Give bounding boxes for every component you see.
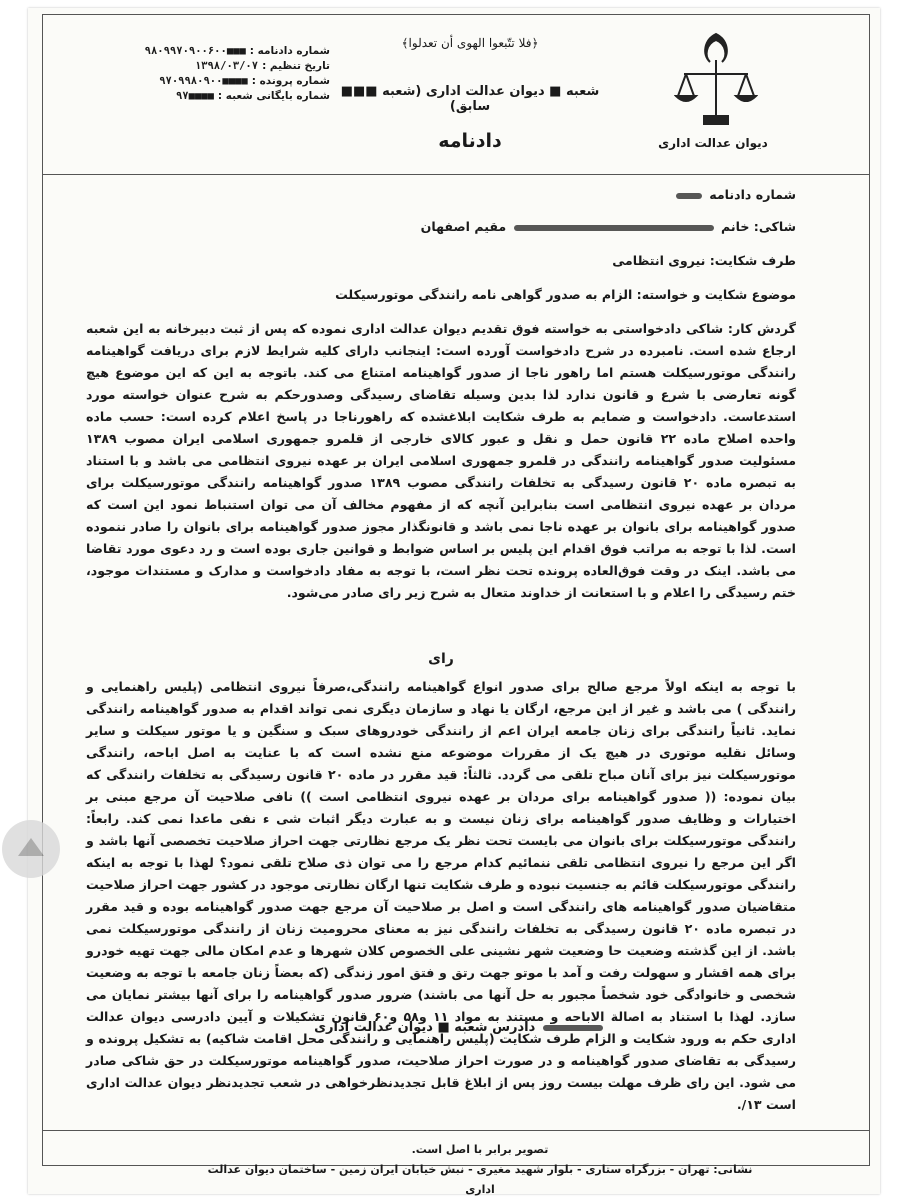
verdict-number-field xyxy=(86,180,796,210)
certified-copy-note: تصویر برابر با اصل است. xyxy=(411,1143,549,1156)
emblem-caption: دیوان عدالت اداری xyxy=(658,136,768,150)
meta-verdict-number xyxy=(90,44,330,59)
meta-value: ۹۷■■■■ xyxy=(175,90,214,102)
page-footer xyxy=(200,1140,760,1200)
document-title: دادنامه xyxy=(438,130,502,152)
arrow-up-icon xyxy=(18,838,44,856)
header-center xyxy=(320,36,620,152)
judge-signature xyxy=(310,1020,610,1035)
meta-label: شماره دادنامه : xyxy=(249,45,330,57)
field-label: شماره دادنامه xyxy=(709,187,796,202)
meta-value: ۹۸۰۹۹۷۰۹۰۰۶۰۰■■■ xyxy=(144,45,246,57)
meta-label: تاریخ تنظیم : xyxy=(262,60,330,72)
verdict-heading: رای xyxy=(428,651,454,667)
meta-value: ۹۷۰۹۹۸۰۹۰۰■■■■ xyxy=(159,75,248,87)
signature-text: دادرس شعبه ■ دیوان عدالت اداری xyxy=(314,1020,536,1035)
meta-label: شماره پرونده : xyxy=(251,75,330,87)
redaction-mark xyxy=(676,193,702,199)
redaction-mark xyxy=(543,1025,603,1031)
meta-issue-date xyxy=(90,59,330,74)
header-divider xyxy=(42,174,870,175)
verdict-paragraph: با توجه به اینکه اولاً مرجع صالح برای صدور انواع گواهینامه رانندگی،صرفاً نیروی انتظامی (پلیس راهنمایی و رانندگی ) می باشد و غیر از این مرجع، ارگان یا نهاد و سازمان دیگری نمی تواند اقدام به صدور گواهینامه رانندگی نماید. ثانیاً رانندگی برای زنان جامعه ایران اعم از رانندگی خودروهای سبک و سنگین و یا موتور سیکلت و سایر وسائل نقلیه موتوری در هیچ یک از مقررات موضوعه منع نشده است که با عنایت به اصل اباحه، رانندگی موتورسیکلت نیز برای آنان مباح تلقی می گردد. ثالثاً: قید مقرر در ماده ۲۰ قانون رسیدگی به تخلفات رانندگی که بیان نموده: (( صدور گواهینامه برای مردان بر عهده نیروی انتظامی است )) نافی صلاحیت آن مرجع مبنی بر اختیارات و وظایف صدور گواهینامه برای زنان نیست و به عبارت دیگر اثبات شی ء نفی ماعدا نمی کند. رابعاً: رانندگی موتورسیکلت برای بانوان می بایست تحت نظر یک مرجع نظارتی جهت احراز صلاحیت تخصصی آنها باشد و اگر این مرجع را نیروی انتظامی تلقی ننمائیم کدام مرجع را می توان ذی صلاح تلقی نمود؟ لهذا با توجه به اینکه رانندگی موتورسیکلت قائم به جنسیت نبوده و طرف شکایت تنها ارگان نظارتی موجود در کشور جهت احراز صلاحیت متقاضیان صدور گواهینامه های رانندگی است و اصل بر صلاحیت آن مرجع جهت صدور گواهینامه بوده و قید مقرر در تبصره ماده ۲۰ قانون رسیدگی به تخلفات رانندگی نیز به معنای محرومیت زنان از رانندگی موتورسیکلت نمی باشد. از این گذشته وضعیت حا وضعیت شهر نشینی علی الخصوص کلان شهرها و عدم امکان مالی جهت تهیه خودرو برای همه اقشار و سهولت رفت و آمد با موتو جهت رتق و فتق امور زندگی (که بعضاً زنان جامعه با توجه به وضعیت شخصی و خانوادگی خود شخصاً مجبور به حل آنها می باشند) ضرور صدور گواهینامه را برای آنها بیشتر نمایان می سازد. لهذا با استناد به اصالة الاباحه و مستند به مواد ۱۱ و۵۸ و۶۰ قانون تشکیلات و آیین دادرسی دیوان عدالت اداری حکم به ورود شکایت و الزام طرف شکایت (پلیس راهنمایی و رانندگی محل اقامت شاکیه) به تشکیل پرونده و رسیدگی به تقاضای صدور گواهینامه و در صورت احراز صلاحیت، صدور گواهینامه موتورسیکلت در حق شاکی صادر می شود. این رای ظرف مهلت بیست روز پس از ابلاغ قابل تجدیدنظرخواهی در شعب تجدیدنظر دیوان عدالت اداری است ۱۳/. xyxy=(86,679,797,1112)
judiciary-emblem-icon xyxy=(674,30,758,130)
quran-verse: ﴿فلا تتّبعوا الهوی أن تعدلوا﴾ xyxy=(401,36,539,50)
plaintiff-field xyxy=(86,210,796,244)
scroll-to-top-button[interactable] xyxy=(2,820,60,878)
field-label: شاکی: خانم xyxy=(720,219,796,234)
footer-divider xyxy=(42,1130,870,1131)
document-body xyxy=(86,180,796,1116)
defendant-field: طرف شکایت: نیروی انتظامی xyxy=(612,253,796,268)
meta-value: ۱۳۹۸/۰۳/۰۷ xyxy=(194,60,259,72)
redaction-mark xyxy=(514,225,714,231)
proceedings-paragraph: گردش کار: شاکی دادخواستی به خواسته فوق تقدیم دیوان عدالت اداری نموده که پس از ثبت دبیرخانه به این شعبه ارجاع شده است. نامبرده در شرح دادخواست آورده است: اینجانب دارای کلیه شرایط لازم برای دریافت گواهینامه رانندگی موتورسیکلت هستم اما راهور ناجا از صدور گواهینامه امتناع می کند. باتوجه به این که این موضوع هیچ گونه تعارضی با شرع و قانون ندارد لذا بدین وسیله تقاضای رسیدگی وصدورحکم به شرح عنوان خواسته مورد استدعاست. دادخواست و ضمایم به طرف شکایت ابلاغشده که راهورناجا در پاسخ اعلام کرده است: حسب ماده واحده اصلاح ماده ۲۲ قانون حمل و نقل و عبور کالای خارجی از قلمرو جمهوری اسلامی ایران مصوب ۱۳۸۹ مسئولیت صدور گواهینامه رانندگی در قلمرو جمهوری اسلامی ایران بر عهده نیروی انتظامی می باشد و با استناد به تبصره ماده ۲۰ قانون رسیدگی به تخلفات رانندگی مصوب ۱۳۸۹ صدور گواهینامه رانندگی موتورسیکلت برای مردان بر عهده نیروی انتظامی است بنابراین آنچه که از مفهوم مخالف آن می توان استنباط نمود این است که صدور گواهینامه برای بانوان بر عهده ناجا نمی باشد و قانونگذار مجوز صدور گواهینامه برای بانوان را صادر ننموده است. لذا با توجه به مراتب فوق اقدام این پلیس بر اساس ضوابط و قوانین جاری بوده است و رد دعوی مورد تقاضا می باشد. اینک در وقت فوق‌العاده پرونده تحت نظر است، با توجه به مفاد دادخواست و مدارک و مستندات موجود، ختم رسیدگی را اعلام و با استعانت از خداوند متعال به شرح زیر رای صادر می‌شود. xyxy=(86,321,797,600)
case-metadata xyxy=(90,44,330,104)
subject-field: موضوع شکایت و خواسته: الزام به صدور گواهی نامه رانندگی موتورسیکلت xyxy=(335,287,796,302)
court-address: نشانی: تهران - بزرگراه ستاری - بلوار شهید مغیری - نبش خیابان ایران زمین - ساختمان دیوان عدالت اداری xyxy=(207,1163,753,1196)
meta-label: شماره بایگانی شعبه : xyxy=(217,90,330,102)
branch-name: شعبه ■ دیوان عدالت اداری (شعبه ■■■ سابق) xyxy=(340,84,600,114)
meta-case-number xyxy=(90,74,330,89)
meta-archive-number xyxy=(90,89,330,104)
field-value: مقیم اصفهان xyxy=(420,219,507,234)
